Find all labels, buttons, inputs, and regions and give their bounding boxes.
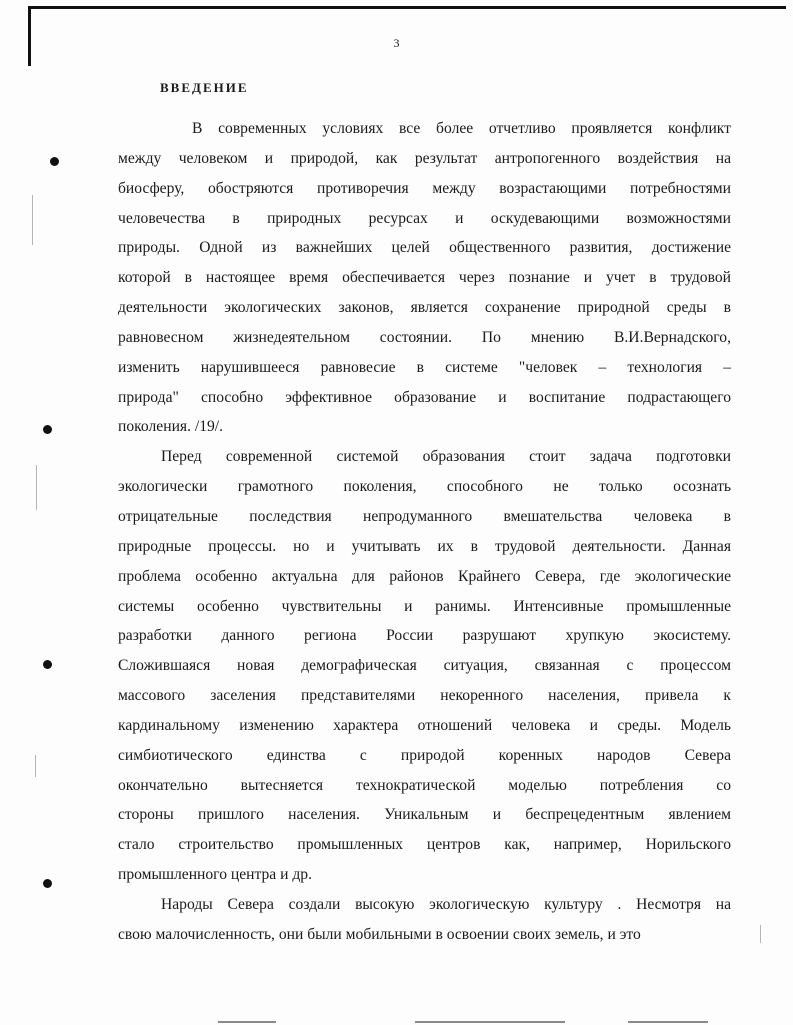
text-line: разработки данного региона России разрушают хрупкую экосистему. (118, 627, 731, 645)
paragraph-3 (118, 890, 731, 950)
page-number: 3 (393, 36, 400, 50)
text-line: симбиотического единства с природой коренных народов Севера (118, 746, 731, 764)
text-line: системы особенно чувствительны и ранимы. Интенсивные промышленные (118, 597, 731, 615)
text-line: биосферу, обостряются противоречия между возрастающими потребностями (118, 179, 731, 197)
scan-border-top (28, 6, 786, 9)
scan-bottom-artifact (628, 1021, 708, 1023)
text-line: окончательно вытесняется технократической моделью потребления со (118, 776, 731, 794)
text-line: промышленного центра и др. (118, 866, 312, 884)
text-line: между человеком и природой, как результат антропогенного воздействия на (118, 149, 731, 167)
text-line: свою малочисленность, они были мобильными в освоении своих земель, и это (118, 925, 641, 943)
text-line: стало строительство промышленных центров как, например, Норильского (118, 836, 731, 854)
text-line: Сложившаяся новая демографическая ситуация, связанная с процессом (118, 657, 731, 675)
text-line: В современных условиях все более отчетливо проявляется конфликт (192, 120, 731, 137)
text-line: равновесном жизнедеятельном состоянии. По мнению В.И.Вернадского, (118, 328, 731, 346)
text-line: которой в настоящее время обеспечивается через познание и учет в трудовой (118, 269, 731, 287)
text-line: поколения. /19/. (118, 418, 224, 436)
text-line: кардинальному изменению характера отношений человека и среды. Модель (118, 716, 731, 734)
text-line: Перед современной системой образования стоит задача подготовки (161, 448, 731, 466)
section-heading: ВВЕДЕНИЕ (160, 80, 249, 95)
margin-punch-mark (43, 660, 52, 669)
margin-scan-artifact (36, 465, 37, 510)
margin-scan-artifact (32, 195, 33, 245)
text-line: стороны пришлого населения. Уникальным и беспрецедентным явлением (118, 806, 731, 824)
text-line: изменить нарушившееся равновесие в системе "человек – технология – (118, 358, 731, 376)
margin-punch-mark (43, 879, 52, 888)
body-text (118, 114, 731, 950)
paragraph-2 (118, 442, 731, 890)
margin-scan-artifact (760, 925, 761, 943)
margin-scan-artifact (35, 755, 36, 777)
scan-bottom-artifact (415, 1021, 565, 1023)
text-line: отрицательные последствия непродуманного вмешательства человека в (118, 507, 731, 525)
margin-punch-mark (43, 425, 52, 434)
paragraph-1 (118, 114, 731, 442)
text-line: Народы Севера создали высокую экологическую культуру . Несмотря на (161, 895, 731, 913)
text-line: человечества в природных ресурсах и оскудевающими возможностями (118, 209, 731, 227)
scan-bottom-artifact (218, 1021, 276, 1023)
text-line: природа" способно эффективное образование и воспитание подрастающего (118, 388, 731, 406)
text-line: природные процессы. но и учитывать их в трудовой деятельности. Данная (118, 537, 731, 555)
text-line: деятельности экологических законов, является сохранение природной среды в (118, 299, 731, 317)
margin-punch-mark (50, 157, 59, 166)
text-line: проблема особенно актуальна для районов Крайнего Севера, где экологические (118, 567, 731, 585)
text-line: массового заселения представителями некоренного населения, привела к (118, 687, 731, 705)
text-line: природы. Одной из важнейших целей общественного развития, достижение (118, 239, 731, 257)
text-line: экологически грамотного поколения, способного не только осознать (118, 478, 731, 496)
